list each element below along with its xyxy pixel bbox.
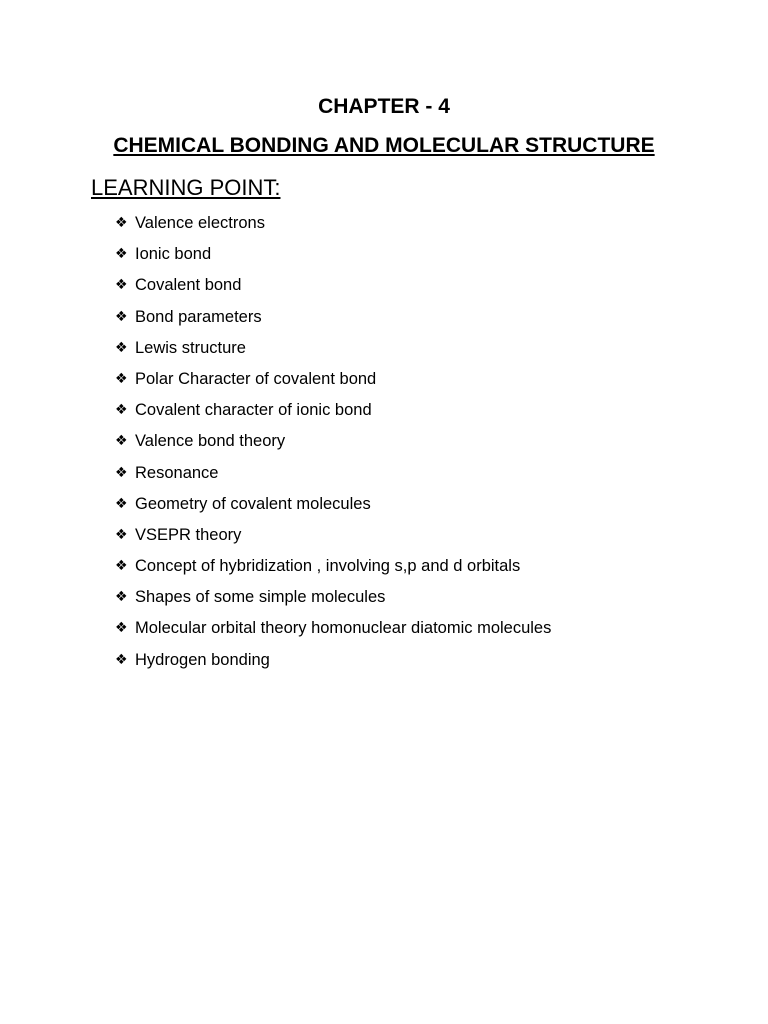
list-item	[115, 462, 551, 493]
chapter-title: CHEMICAL BONDING AND MOLECULAR STRUCTURE	[113, 134, 655, 157]
diamond-bullet-icon: ❖	[115, 558, 128, 575]
list-item-text: Shapes of some simple molecules	[135, 588, 386, 607]
list-item	[115, 617, 551, 648]
diamond-bullet-icon: ❖	[115, 589, 128, 606]
list-item	[115, 337, 551, 368]
diamond-bullet-icon: ❖	[115, 339, 128, 356]
diamond-bullet-icon: ❖	[115, 215, 128, 231]
list-item-text: Resonance	[135, 463, 219, 482]
list-item	[115, 430, 551, 461]
list-item-text: Molecular orbital theory homonuclear diatomic molecules	[135, 619, 552, 638]
diamond-bullet-icon: ❖	[115, 495, 128, 512]
list-item	[115, 212, 551, 243]
list-item	[115, 586, 551, 617]
list-item-text: Valence electrons	[135, 214, 265, 232]
list-item	[115, 399, 551, 430]
list-item	[115, 243, 551, 274]
learning-points-list	[115, 212, 551, 680]
list-item-text: Geometry of covalent molecules	[135, 494, 371, 513]
list-item	[115, 493, 551, 524]
list-item-text: Lewis structure	[135, 338, 246, 357]
list-item	[115, 274, 551, 305]
list-item-text: Covalent bond	[135, 276, 242, 295]
diamond-bullet-icon: ❖	[115, 370, 128, 387]
diamond-bullet-icon: ❖	[115, 620, 128, 637]
list-item	[115, 555, 551, 586]
list-item-text: Polar Character of covalent bond	[135, 369, 377, 388]
list-item-text: Bond parameters	[135, 307, 262, 326]
diamond-bullet-icon: ❖	[115, 402, 128, 419]
diamond-bullet-icon: ❖	[115, 246, 128, 263]
diamond-bullet-icon: ❖	[115, 277, 128, 294]
list-item-text: Covalent character of ionic bond	[135, 401, 372, 420]
learning-point-heading: LEARNING POINT:	[91, 175, 281, 200]
diamond-bullet-icon: ❖	[115, 526, 128, 543]
diamond-bullet-icon: ❖	[115, 651, 128, 668]
list-item-text: Valence bond theory	[135, 432, 286, 451]
diamond-bullet-icon: ❖	[115, 308, 128, 325]
list-item-text: Concept of hybridization , involving s,p and d orbitals	[135, 557, 521, 576]
chapter-number: CHAPTER - 4	[318, 95, 450, 118]
list-item	[115, 649, 551, 680]
list-item	[115, 306, 551, 337]
list-item-text: VSEPR theory	[135, 525, 242, 544]
list-item	[115, 524, 551, 555]
list-item-text: Hydrogen bonding	[135, 650, 270, 669]
list-item-text: Ionic bond	[135, 245, 212, 264]
diamond-bullet-icon: ❖	[115, 464, 128, 481]
diamond-bullet-icon: ❖	[115, 433, 128, 450]
list-item	[115, 368, 551, 399]
